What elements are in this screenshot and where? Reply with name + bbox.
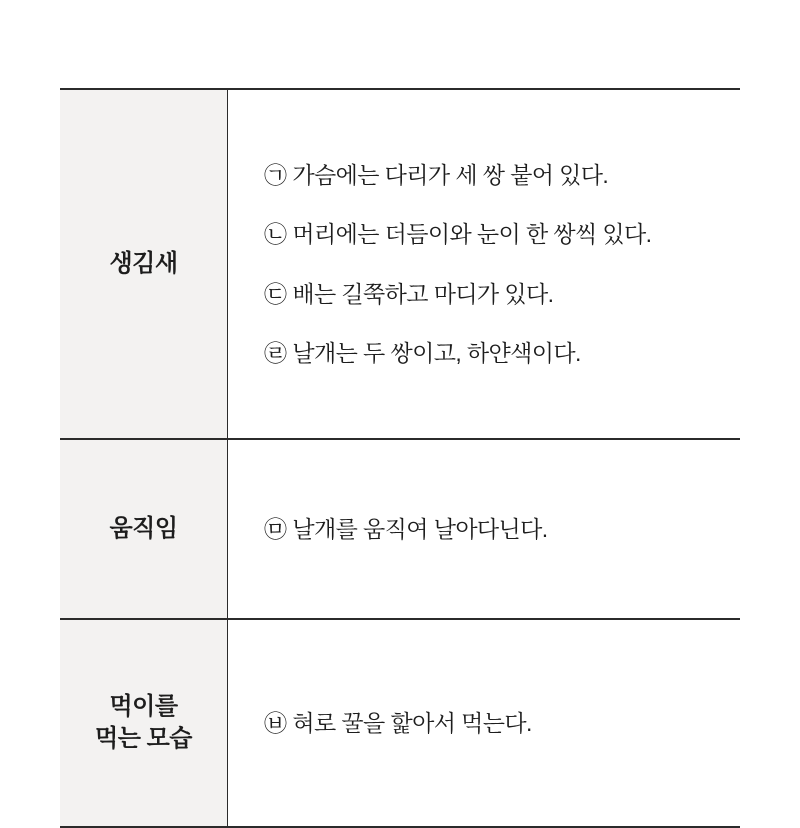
item-marker: ㉣ xyxy=(264,340,287,366)
list-item xyxy=(264,512,726,547)
item-text: 배는 길쭉하고 마디가 있다. xyxy=(292,280,554,307)
table-row xyxy=(60,439,740,619)
item-text: 머리에는 더듬이와 눈이 한 쌍씩 있다. xyxy=(292,221,652,247)
table-row xyxy=(60,619,740,827)
list-item xyxy=(264,336,726,371)
list-item xyxy=(264,158,726,193)
row-label-text-line1: 먹이를 xyxy=(109,692,178,720)
item-text: 가슴에는 다리가 세 쌍 붙어 있다. xyxy=(292,161,609,188)
list-item xyxy=(264,277,726,312)
item-marker: ㉢ xyxy=(264,280,287,307)
row-label-movement xyxy=(60,439,228,619)
item-marker: ㉥ xyxy=(264,709,287,736)
row-label-text-line2: 먹는 모습 xyxy=(95,725,192,752)
observation-table xyxy=(60,88,740,828)
item-text: 혀로 꿀을 핥아서 먹는다. xyxy=(292,709,532,736)
item-text: 날개는 두 쌍이고, 하얀색이다. xyxy=(292,340,581,366)
row-label-text: 생김새 xyxy=(109,249,178,277)
observation-table-container xyxy=(60,88,740,828)
item-marker: ㉠ xyxy=(264,161,287,188)
list-item xyxy=(264,706,726,741)
row-label-appearance xyxy=(60,89,228,439)
item-marker: ㉡ xyxy=(264,221,287,247)
row-content-feeding xyxy=(228,619,741,827)
row-label-feeding xyxy=(60,619,228,827)
row-label-text: 움직임 xyxy=(109,514,178,542)
table-row xyxy=(60,89,740,439)
row-content-appearance xyxy=(228,89,741,439)
item-text: 날개를 움직여 날아다닌다. xyxy=(292,515,548,542)
list-item xyxy=(264,217,726,252)
item-marker: ㉤ xyxy=(264,515,287,542)
row-content-movement xyxy=(228,439,741,619)
